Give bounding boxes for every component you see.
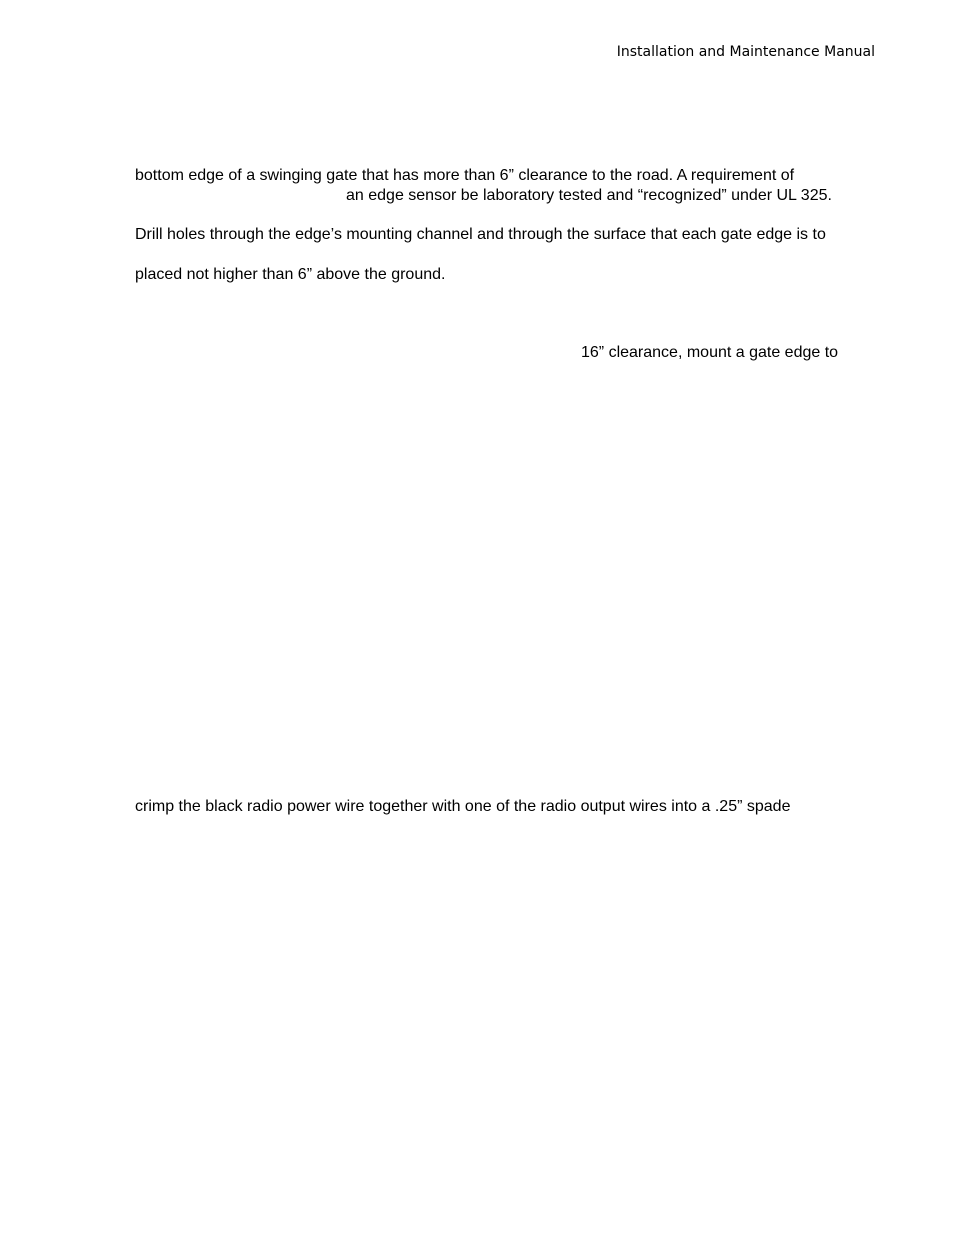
text-line: crimp the black radio power wire together with one of the radio output wires into a .25” spade bbox=[135, 798, 791, 815]
text-line: placed not higher than 6” above the ground. bbox=[135, 266, 446, 283]
running-header: Installation and Maintenance Manual bbox=[616, 44, 875, 60]
text-line: 16” clearance, mount a gate edge to bbox=[581, 344, 839, 361]
text-line: Drill holes through the edge’s mounting channel and through the surface that each gate edge is to bbox=[135, 226, 826, 243]
text-line: an edge sensor be laboratory tested and “recognized” under UL 325. bbox=[346, 187, 832, 204]
text-line: bottom edge of a swinging gate that has more than 6” clearance to the road. A requirement of bbox=[135, 167, 795, 184]
